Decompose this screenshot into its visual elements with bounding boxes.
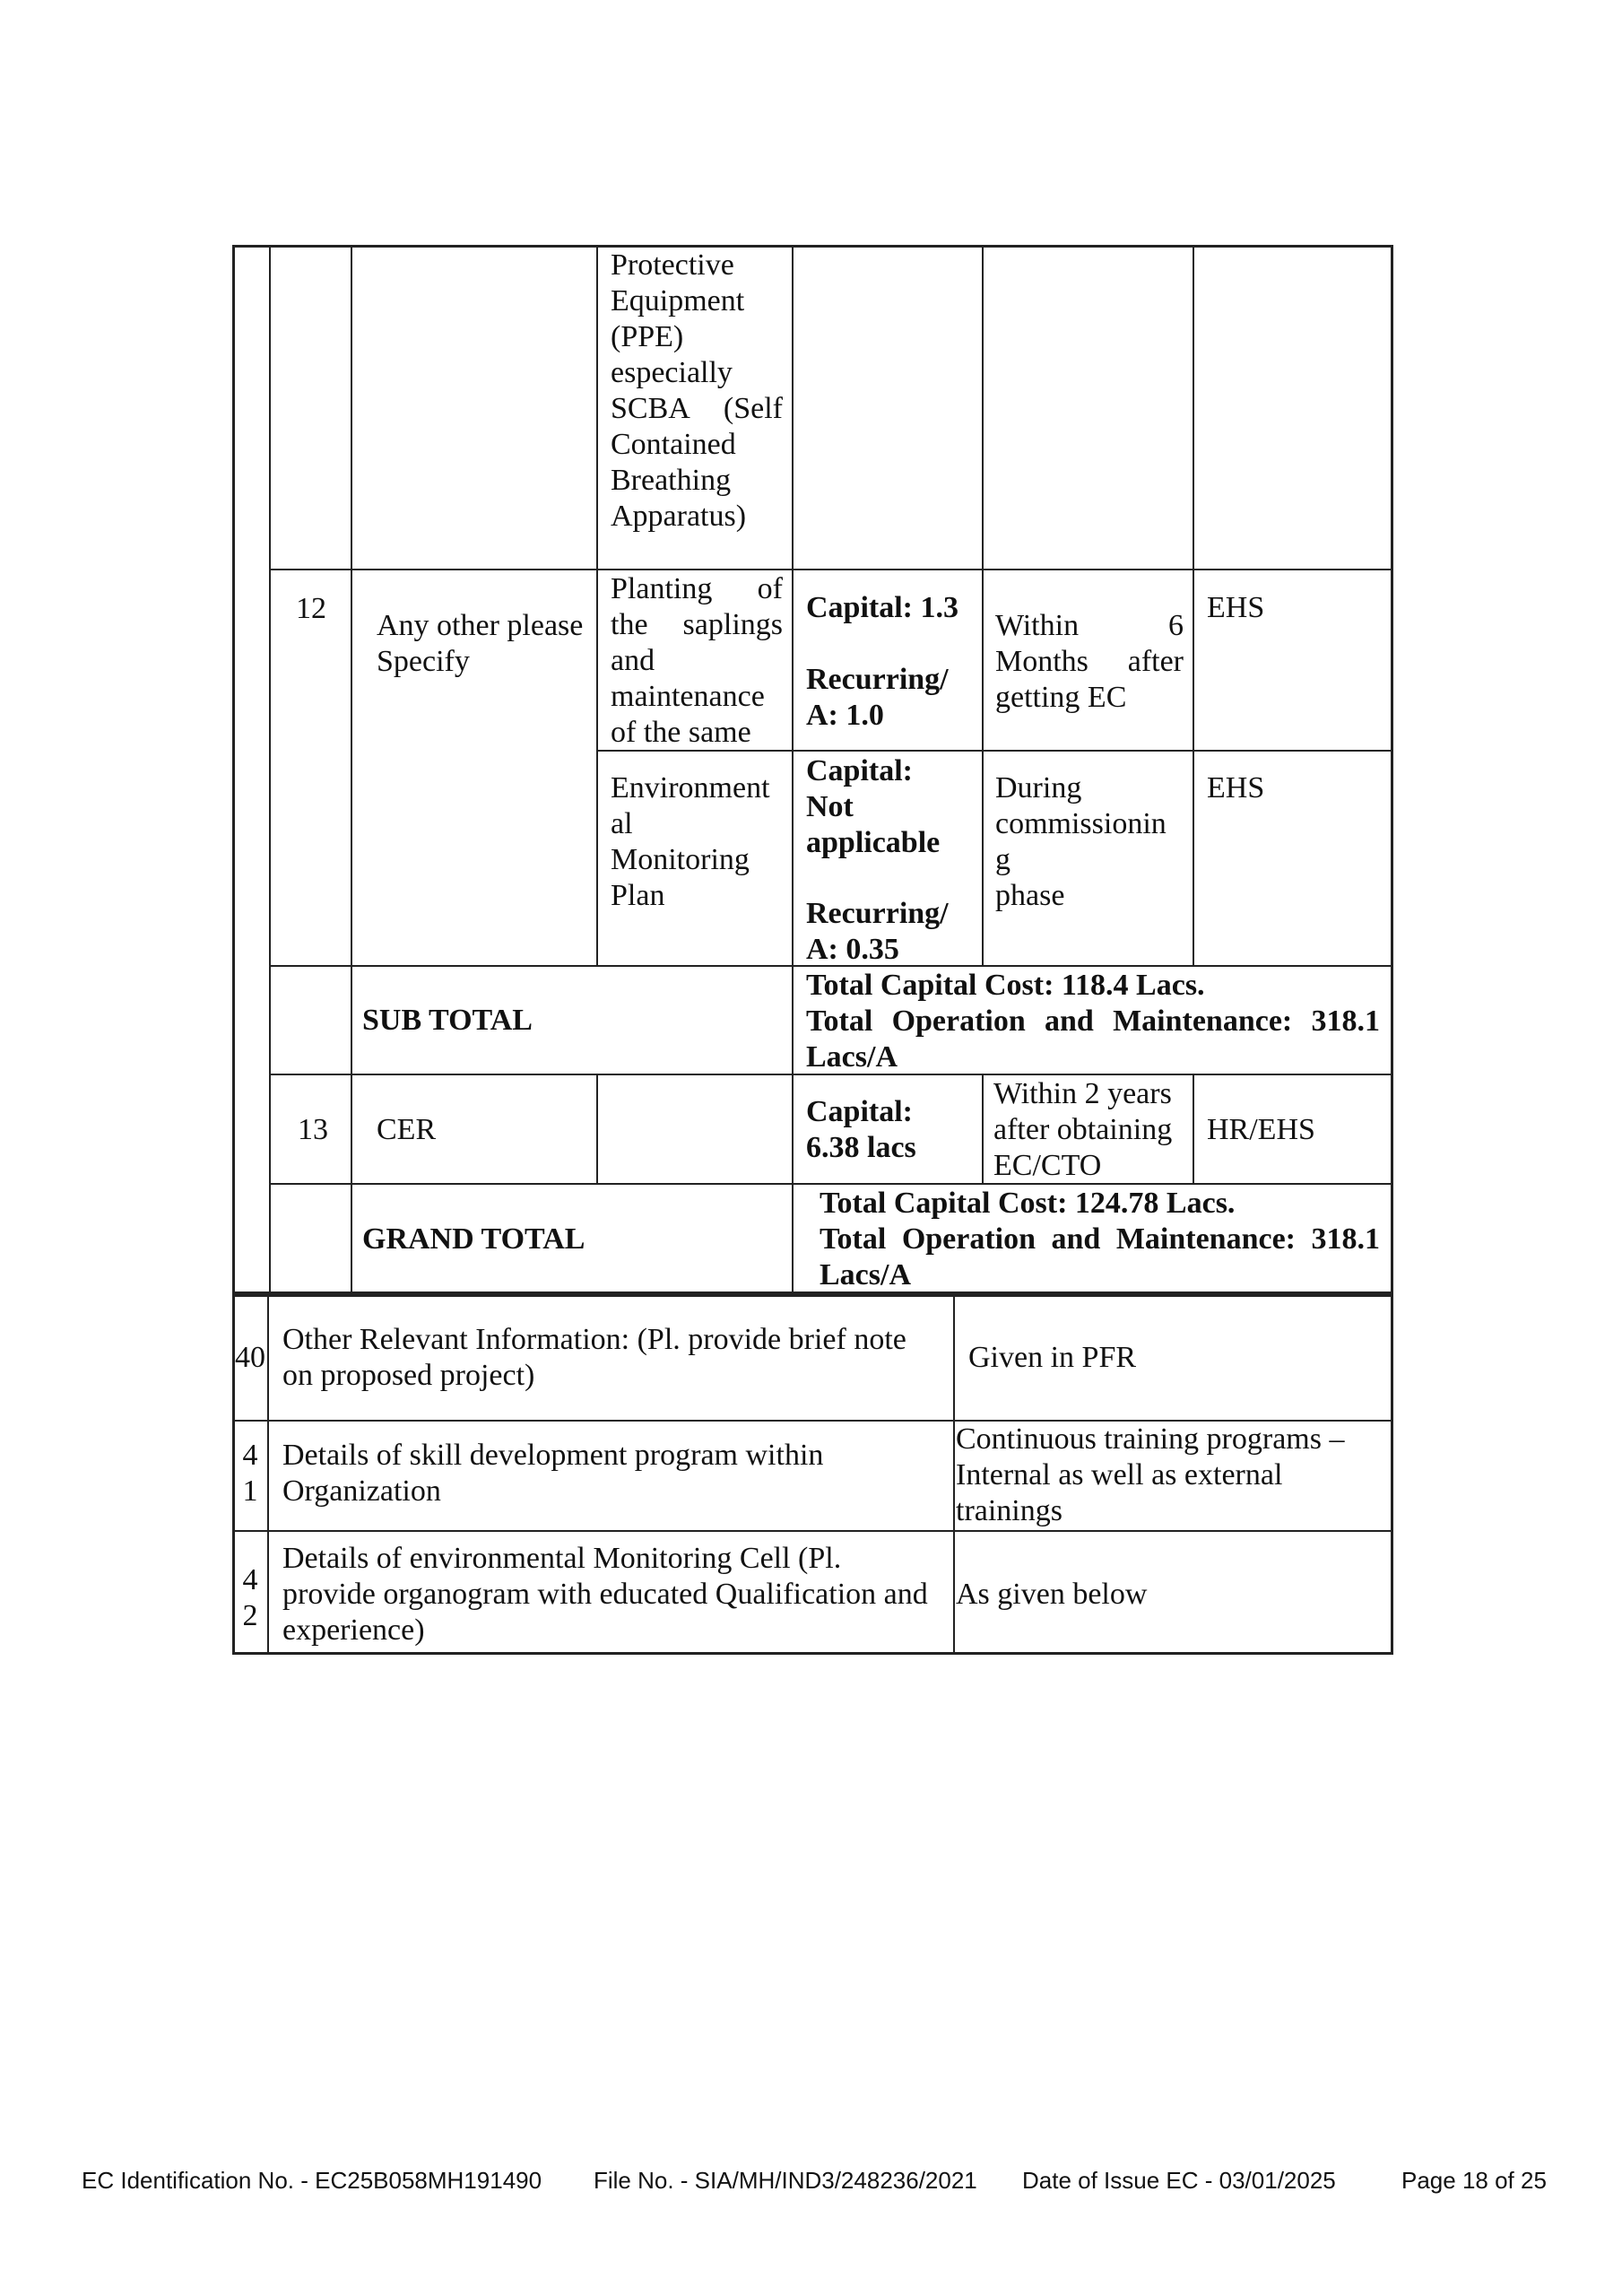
subtotal-values: Total Capital Cost: 118.4 Lacs. Total Operation and Maintenance: 318.1 Lacs/A: [806, 969, 1380, 1074]
row-41-number: 4 1: [242, 1439, 258, 1508]
ppe-description: Protective Equipment (PPE) especially SCBA (Self Contained Breathing Apparatus): [611, 248, 783, 533]
row-40-description: Other Relevant Information: (Pl. provide brief note on proposed project): [282, 1323, 906, 1392]
col-divider: [982, 1074, 984, 1183]
grandtotal-values: Total Capital Cost: 124.78 Lacs. Total Operation and Maintenance: 318.1 Lacs/A: [820, 1187, 1380, 1292]
saplings-description: Planting of the saplings and maintenance of the same: [611, 572, 783, 749]
grandtotal-label: GRAND TOTAL: [362, 1222, 585, 1256]
row-40-number: 40: [235, 1341, 265, 1374]
row-divider: [232, 1530, 1393, 1532]
col-divider: [792, 245, 794, 1294]
row-13-number: 13: [298, 1113, 328, 1146]
cer-capital: Capital: 6.38 lacs: [806, 1095, 916, 1164]
monitoring-plan-timeline: During commissionin g phase: [995, 771, 1167, 912]
monitoring-plan-recurring: Recurring/ A: 0.35: [806, 897, 949, 966]
col-divider: [953, 1294, 955, 1655]
monitoring-plan-capital: Capital: Not applicable: [806, 754, 941, 859]
row-12-number: 12: [296, 592, 326, 625]
saplings-responsibility: EHS: [1207, 591, 1265, 624]
cer-timeline: Within 2 years after obtaining EC/CTO: [993, 1077, 1173, 1182]
row-40-value: Given in PFR: [968, 1341, 1137, 1374]
col-divider: [982, 245, 984, 965]
col-divider: [1193, 245, 1194, 965]
row-12-item: Any other please Specify: [377, 609, 584, 678]
footer-page: Page 18 of 25: [1401, 2167, 1547, 2194]
col-divider: [1193, 1074, 1194, 1183]
saplings-recurring: Recurring/ A: 1.0: [806, 663, 949, 732]
col-divider: [596, 1074, 598, 1183]
row-41-value: Continuous training programs – Internal as well as external trainings: [956, 1422, 1345, 1527]
col-divider: [351, 245, 352, 1294]
row-42-number: 4 2: [242, 1563, 258, 1632]
footer-ec-id: EC Identification No. - EC25B058MH191490: [82, 2167, 542, 2194]
footer-file-no: File No. - SIA/MH/IND3/248236/2021: [594, 2167, 977, 2194]
table-outer-column-line: [269, 245, 271, 1294]
row-42-value: As given below: [956, 1578, 1148, 1611]
col-divider: [596, 245, 598, 965]
row-42-description: Details of environmental Monitoring Cell (Pl. provide organogram with educated Qualification and experience): [282, 1542, 928, 1647]
row-41-description: Details of skill development program within Organization: [282, 1439, 824, 1508]
monitoring-plan-description: Environment al Monitoring Plan: [611, 771, 770, 912]
row-13-item: CER: [377, 1113, 437, 1146]
footer-date: Date of Issue EC - 03/01/2025: [1022, 2167, 1336, 2194]
subtotal-label: SUB TOTAL: [362, 1004, 533, 1037]
cer-responsibility: HR/EHS: [1207, 1113, 1315, 1146]
row-divider: [269, 569, 1393, 570]
row-divider: [269, 1183, 1393, 1185]
saplings-timeline: Within 6 Months after getting EC: [995, 609, 1184, 714]
monitoring-plan-responsibility: EHS: [1207, 771, 1265, 804]
saplings-capital: Capital: 1.3: [806, 591, 958, 624]
